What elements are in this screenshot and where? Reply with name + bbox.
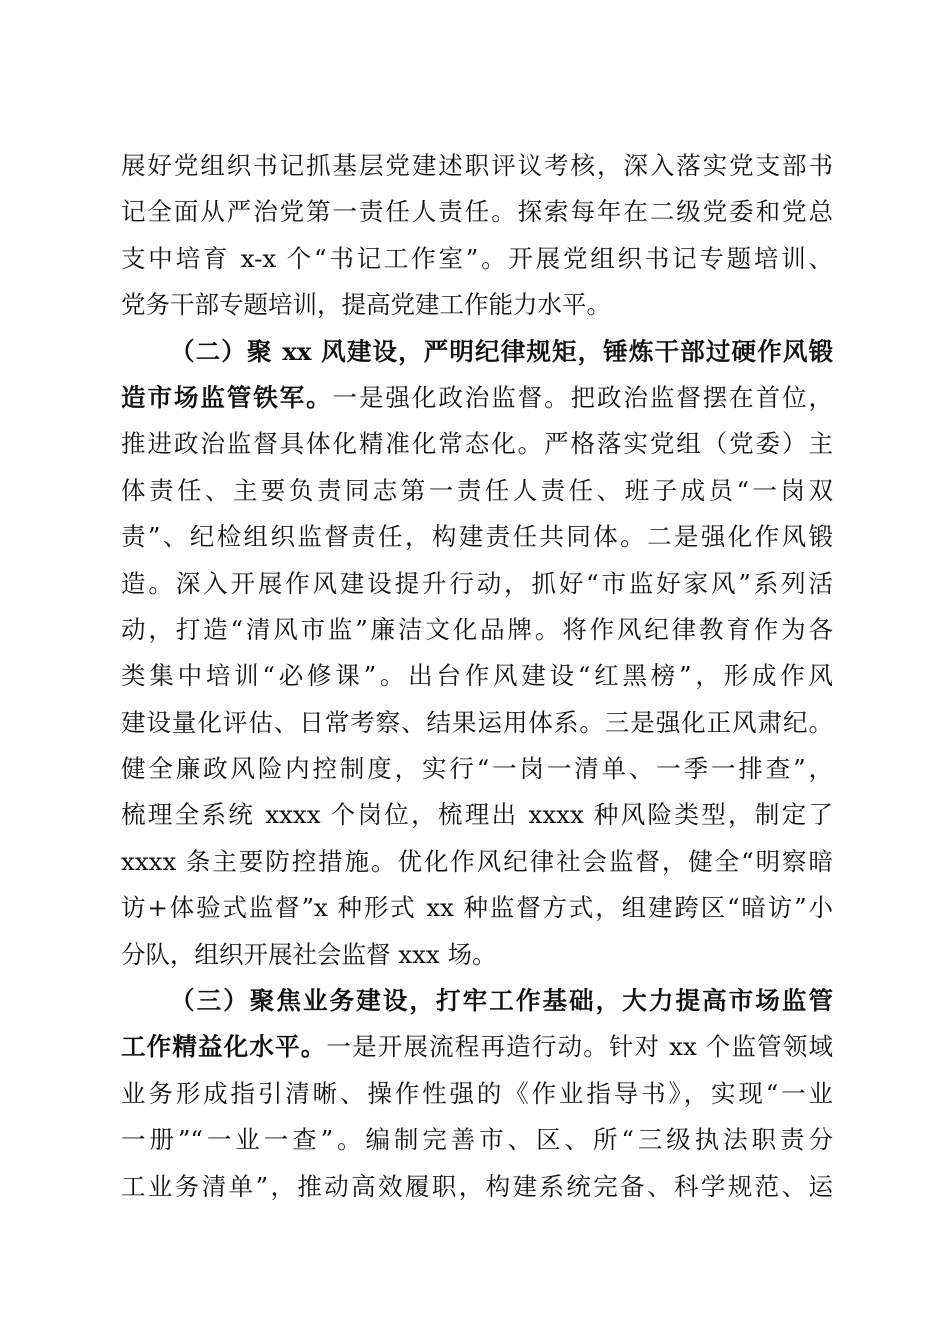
text-line: 推进政治监督具体化精准化常态化。严格落实党组（党委）主 bbox=[121, 429, 833, 459]
text-line: 党务干部专题培训，提高党建工作能力水平。 bbox=[121, 290, 611, 320]
text-line bbox=[121, 375, 833, 421]
section-heading: （二）聚 xx 风建设，严明纪律规矩，锤炼干部过硬作风锻 bbox=[170, 336, 833, 366]
paragraph-party-organization bbox=[121, 143, 833, 329]
document-body bbox=[121, 143, 833, 1210]
text-line: 责”、纪检组织监督责任，构建责任共同体。二是强化作风锻 bbox=[121, 522, 833, 552]
text-line: 分队，组织开展社会监督 xxx 场。 bbox=[121, 939, 497, 969]
text-segment: 一是强化政治监督。把政治监督摆在首位， bbox=[332, 382, 833, 412]
section-heading-continued: 工作精益化水平。 bbox=[121, 1032, 327, 1062]
section-heading: （三）聚焦业务建设，打牢工作基础，大力提高市场监管 bbox=[170, 986, 833, 1016]
text-line: 造。深入开展作风建设提升行动，抓好“市监好家风”系列活 bbox=[121, 568, 833, 598]
section-heading-continued: 造市场监管铁军。 bbox=[121, 382, 333, 412]
text-line: 展好党组织书记抓基层党建述职评议考核，深入落实党支部书 bbox=[121, 151, 833, 180]
paragraph-business-building bbox=[121, 978, 833, 1210]
text-line: 支中培育 x-x 个“书记工作室”。开展党组织书记专题培训、 bbox=[121, 243, 833, 273]
text-line: 梳理全系统 xxxx 个岗位，梳理出 xxxx 种风险类型，制定了 bbox=[121, 800, 833, 830]
text-line: 建设量化评估、日常考察、结果运用体系。三是强化正风肃纪。 bbox=[121, 707, 833, 737]
text-line: 业务形成指引清晰、操作性强的《作业指导书》，实现“一业 bbox=[121, 1078, 833, 1108]
paragraph-style-building bbox=[121, 329, 833, 978]
text-line: 动，打造“清风市监”廉洁文化品牌。将作风纪律教育作为各 bbox=[121, 614, 833, 644]
text-line: 类集中培训“必修课”。出台作风建设“红黑榜”，形成作风 bbox=[121, 661, 833, 691]
text-line: 记全面从严治党第一责任人责任。探索每年在二级党委和党总 bbox=[121, 197, 833, 227]
text-line: 工业务清单”，推动高效履职，构建系统完备、科学规范、运 bbox=[121, 1171, 833, 1201]
text-line: 访+体验式监督”x 种形式 xx 种监督方式，组建跨区“暗访”小 bbox=[121, 893, 833, 923]
text-line: 健全廉政风险内控制度，实行“一岗一清单、一季一排查”， bbox=[121, 754, 833, 784]
text-segment: 一是开展流程再造行动。针对 xx 个监管领域 bbox=[326, 1032, 833, 1062]
text-line: 体责任、主要负责同志第一责任人责任、班子成员“一岗双 bbox=[121, 475, 833, 505]
text-line bbox=[121, 1024, 833, 1070]
text-line: xxxx 条主要防控措施。优化作风纪律社会监督，健全“明察暗 bbox=[121, 846, 833, 876]
text-line: 一册”“一业一查”。编制完善市、区、所“三级执法职责分 bbox=[121, 1125, 833, 1155]
